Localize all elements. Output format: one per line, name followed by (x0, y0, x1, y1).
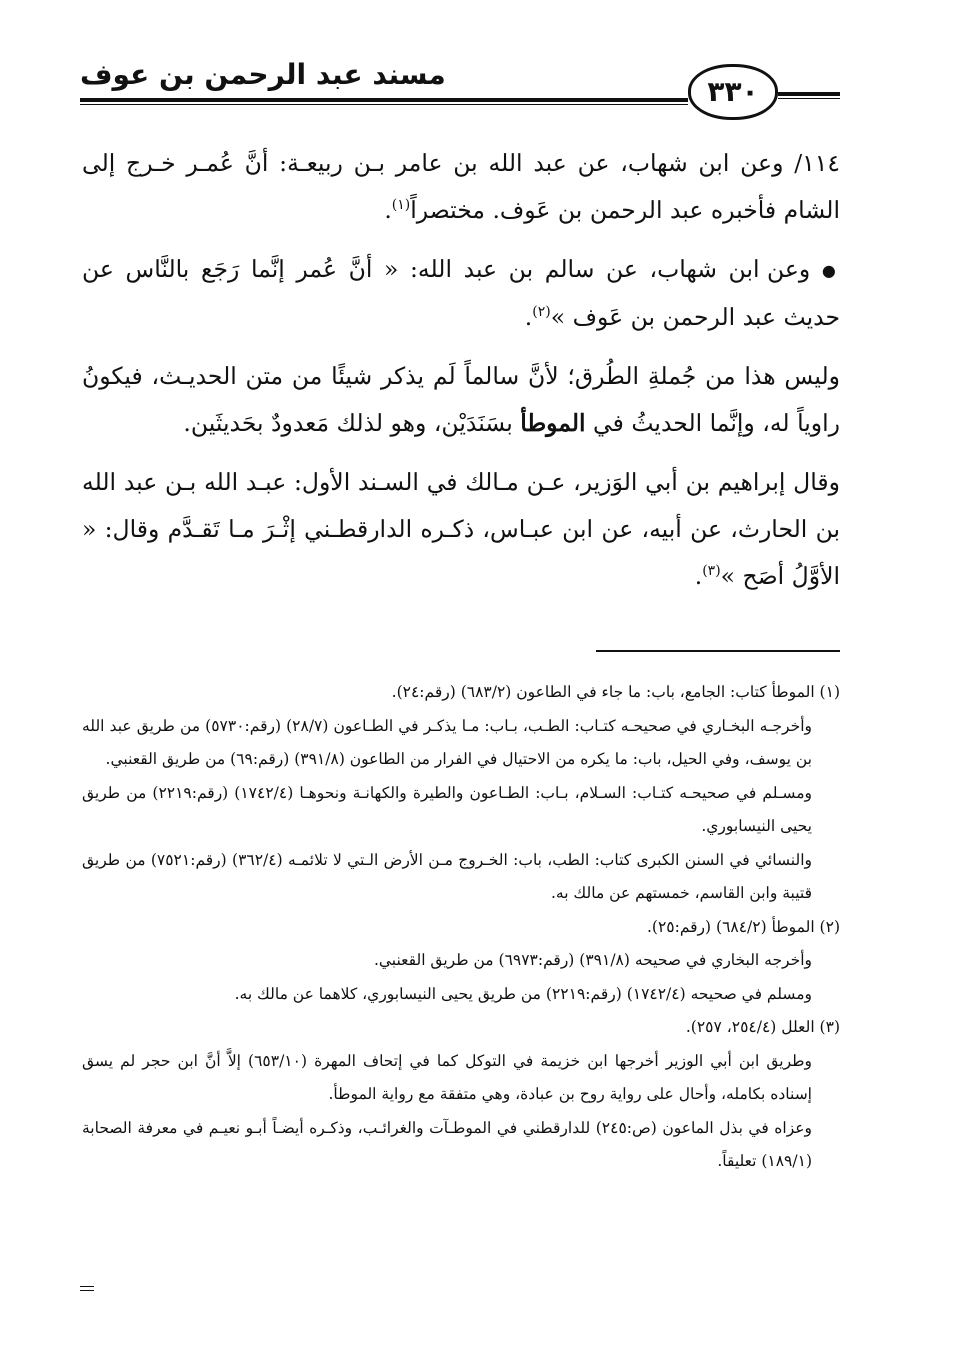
footnote-line: وأخرجـه البخـاري في صحيحـه كتـاب: الطـب، بـاب: مـا يذكـر في الطـاعون (٢٨/٧) (رقم:٥٧٣٠) من طريق عبد الله بن يوسف، وفي الحيل، باب: ما يكره من الاحتيال في الفرار من الطاعون (٣٩١/٨) (رقم:٦٩) من طريق القعنبي. (82, 716, 812, 768)
period: . (524, 303, 533, 331)
footnote-ref-1: (١) (391, 197, 411, 214)
footnote-line: ومسلم في صحيحه (١٧٤٢/٤) (رقم:٢٢١٩) من طريق يحيى النيسابوري، كلاهما عن مالك به. (234, 984, 812, 1003)
footnote-line: وطريق ابن أبي الوزير أخرجها ابن خزيمة في التوكل كما في إتحاف المهرة (٦٥٣/١٠) إلاَّ أنَّ ابن حجر لم يسق إسناده بكامله، وأحال على رواية روح بن عبادة، وهي متفقة مع رواية الموطأ. (82, 1051, 812, 1103)
footnote-line: والنسائي في السنن الكبرى كتاب: الطب، باب: الخـروج مـن الأرض الـتي لا تلائمـه (٣٦٢/٤) (رقم:٧٥٢١) من طريق قتيبة وابن القاسم، خمستهم عن مالك به. (82, 850, 812, 902)
footnote-line: وأخرجه البخاري في صحيحه (٣٩١/٨) (رقم:٦٩٧٣) من طريق القعنبي. (373, 951, 812, 969)
bullet-icon: ● (821, 261, 840, 280)
footnote-ref-3: (٣) (702, 563, 721, 580)
page-foot-mark (80, 1286, 94, 1291)
page-header (80, 52, 840, 132)
header-rule-thin (80, 104, 688, 105)
header-rule-thick (80, 98, 688, 102)
paragraph-text: ١١٤/ وعن ابن شهاب، عن عبد الله بن عامر بـن ربيعـة: أنَّ عُمـر خـرج إلى الشام فأخبره عبد الرحمن بن عَوف. مختصراً (82, 149, 840, 224)
paragraph-text: وقال إبراهيم بن أبي الوَزير، عـن مـالك في السـند الأول: عبـد الله بـن عبد الله بن الحارث، عن أبيه، عن ابن عبـاس، ذكـره الدارقطـني إثْـرَ مـا تَقـدَّم وقال: « الأوَّلُ أصَح » (82, 468, 840, 590)
header-rule-right-thick (778, 92, 840, 96)
paragraph-text-a: وليس هذا من جُملةِ الطُرق؛ لأنَّ سالماً لَم يذكر شيئًا من متن الحديـث، فيكونُ راوياً له، وإنَّما الحديثُ في (82, 362, 840, 437)
footnote-line: ومسـلم في صحيحـه كتـاب: السـلام، بـاب: الطـاعون والطيرة والكهانـة ونحوهـا (١٧٤٢/٤) (رقم:٢٢١٩) من طريق يحيى النيسابوري. (82, 783, 812, 835)
main-text (82, 140, 840, 600)
paragraph-commentary (82, 353, 840, 447)
paragraph-salim (82, 246, 840, 341)
footnote-line: وعزاه في بذل الماعون (ص:٢٤٥) للدارقطني في الموطـآت والغرائـب، وذكـره أيضـاً أبـو نعيـم في معرفة الصحابة (١٨٩/١) تعليقاً. (82, 1118, 812, 1170)
footnotes (82, 676, 840, 1179)
footnote-divider (596, 650, 840, 652)
bold-term-muwatta: الموطأ (520, 409, 586, 437)
paragraph-text-b: بسَنَدَيْن، وهو لذلك مَعدودٌ بحَديثَين. (183, 409, 513, 437)
paragraph-text: وعن ابن شهاب، عن سالم بن عبد الله: « أنَّ عُمر إنَّما رَجَع بالنَّاس عن حديث عبد الرحمن بن عَوف » (82, 255, 840, 331)
footnote-ref-2: (٢) (532, 304, 551, 321)
footnote-line: (١) الموطأ كتاب: الجامع، باب: ما جاء في الطاعون (٦٨٣/٢) (رقم:٢٤). (391, 683, 840, 701)
period: . (694, 562, 703, 590)
page-number: ٣٣٠ (688, 64, 778, 120)
paragraph-ibn-abi-alwazir (82, 459, 840, 600)
header-rule-right-thin (778, 98, 840, 99)
footnote-line: (٣) العلل (٢٥٤/٤، ٢٥٧). (685, 1018, 840, 1036)
period: . (384, 196, 392, 224)
paragraph-114 (82, 140, 840, 234)
running-title: مسند عبد الرحمن بن عوف (80, 58, 446, 91)
footnote-line: (٢) الموطأ (٦٨٤/٢) (رقم:٢٥). (646, 917, 840, 936)
